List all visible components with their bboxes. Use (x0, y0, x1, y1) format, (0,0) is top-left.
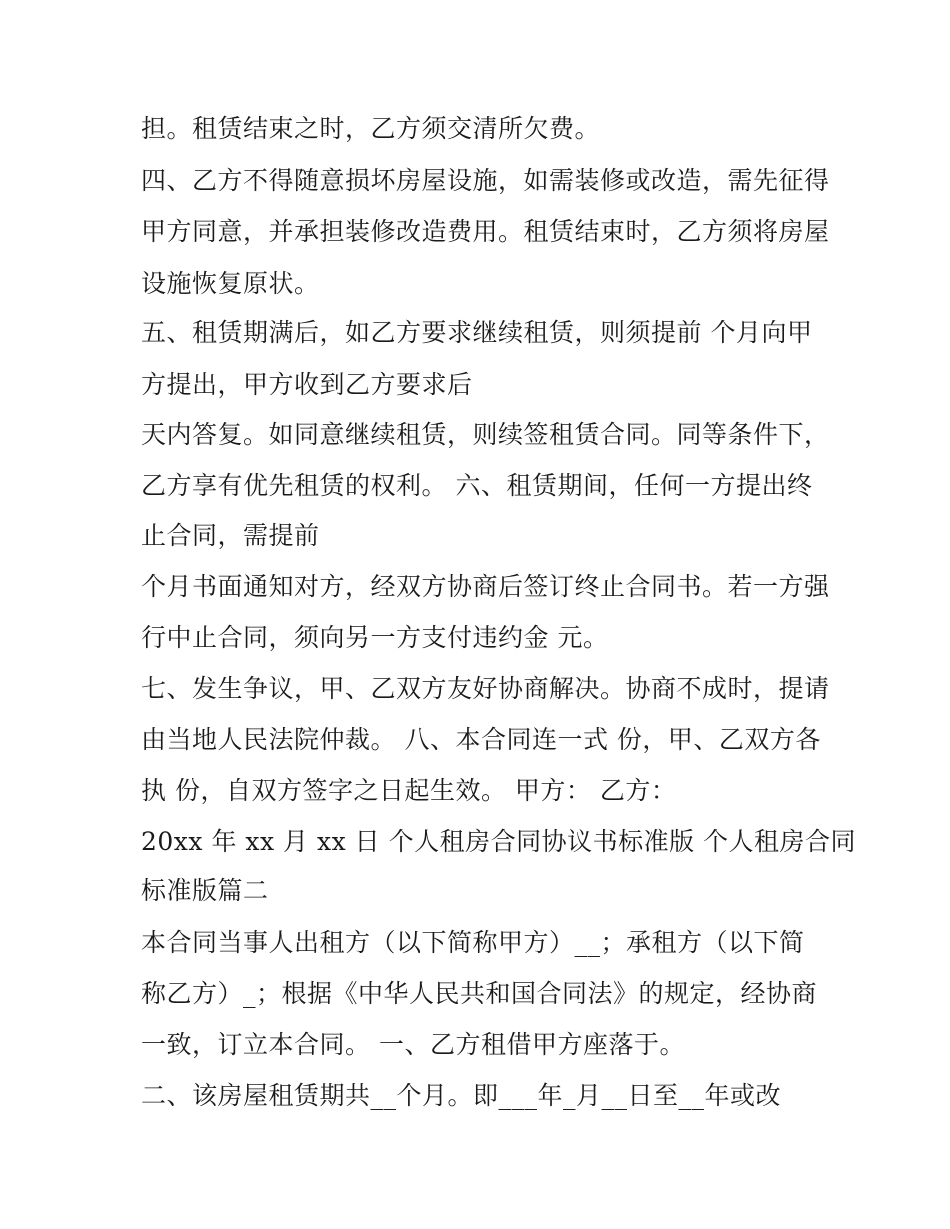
text-line: 甲方同意，并承担装修改造费用。租赁结束时，乙方须将房屋 (141, 217, 830, 246)
text-line: 方提出，甲方收到乙方要求后 (141, 370, 473, 399)
text-line: 止合同，需提前 (141, 521, 320, 550)
text-line: 称乙方）_；根据《中华人民共和国合同法》的规定，经协商 (141, 979, 818, 1008)
text-line: 行中止合同，须向另一方支付违约金 元。 (141, 623, 609, 652)
text-line: 由当地人民法院仲裁。 八、本合同连一式 份，甲、乙双方各 (141, 725, 821, 754)
text-line: 执 份，自双方签字之日起生效。 甲方： 乙方： (141, 776, 677, 805)
text-line: 五、租赁期满后，如乙方要求继续租赁，则须提前 个月向甲 (141, 318, 813, 347)
text-line: 20xx 年 xx 月 xx 日 个人租房合同协议书标准版 个人租房合同 (141, 827, 857, 856)
text-line: 天内答复。如同意继续租赁，则续签租赁合同。同等条件下， (141, 420, 830, 449)
text-line: 二、该房屋租赁期共__个月。即___年_月__日至__年或改 (141, 1081, 782, 1110)
text-line: 设施恢复原状。 (141, 269, 320, 298)
text-line: 一致，订立本合同。 一、乙方租借甲方座落于。 (141, 1030, 685, 1059)
text-line: 四、乙方不得随意损坏房屋设施，如需装修或改造，需先征得 (141, 166, 830, 195)
text-line: 个月书面通知对方，经双方协商后签订终止合同书。若一方强 (141, 572, 830, 601)
text-line: 标准版篇二 (141, 876, 269, 905)
text-line: 乙方享有优先租赁的权利。 六、租赁期间，任何一方提出终 (141, 471, 813, 500)
text-line: 本合同当事人出租方（以下简称甲方）__；承租方（以下简 (141, 928, 805, 957)
text-line: 七、发生争议，甲、乙双方友好协商解决。协商不成时，提请 (141, 674, 830, 703)
text-line: 担。租赁结束之时，乙方须交清所欠费。 (141, 114, 601, 143)
